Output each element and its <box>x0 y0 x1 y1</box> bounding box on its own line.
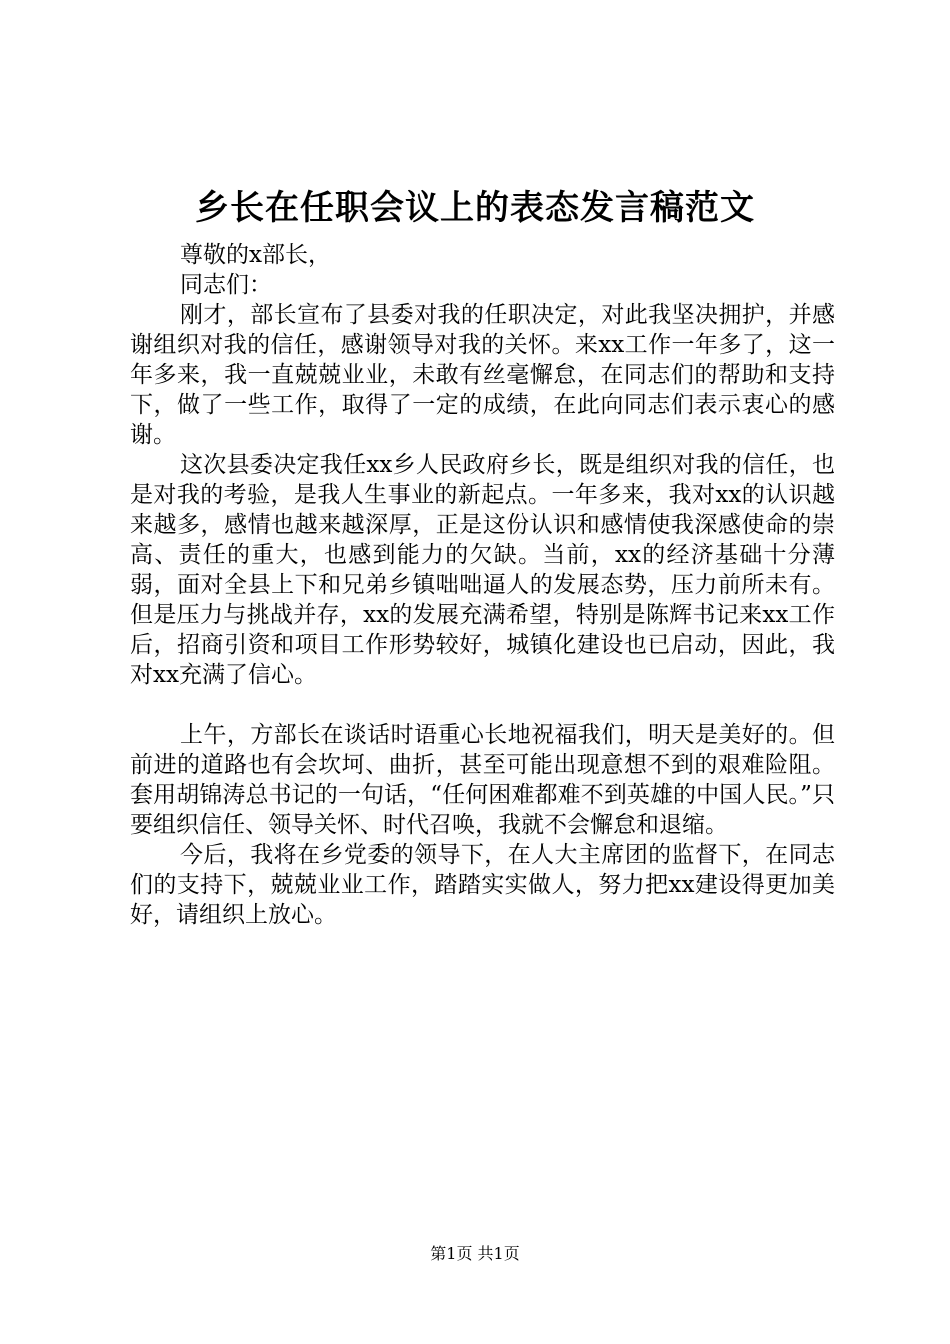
page-footer: 第1页 共1页 <box>430 1244 520 1263</box>
document-body <box>130 240 835 930</box>
salutation-line: 同志们： <box>180 272 272 298</box>
paragraph: 刚才，部长宣布了县委对我的任职决定，对此我坚决拥护，并感谢组织对我的信任，感谢领导对我的关怀。来xx工作一年多了，这一年多来，我一直兢兢业业，未敢有丝毫懈怠，在同志们的帮助和支持下，做了一些工作，取得了一定的成绩，在此向同志们表示衷心的感谢。 <box>130 302 835 448</box>
paragraph: 这次县委决定我任xx乡人民政府乡长，既是组织对我的信任，也是对我的考验，是我人生事业的新起点。一年多来，我对xx的认识越来越多，感情也越来越深厚，正是这份认识和感情使我深感使命的崇高、责任的重大，也感到能力的欠缺。当前，xx的经济基础十分薄弱，面对全县上下和兄弟乡镇咄咄逼人的发展态势，压力前所未有。但是压力与挑战并存，xx的发展充满希望，特别是陈辉书记来xx工作后，招商引资和项目工作形势较好，城镇化建设也已启动，因此，我对xx充满了信心。 <box>130 452 835 688</box>
salutation-line: 尊敬的x部长， <box>180 242 331 268</box>
paragraph: 今后，我将在乡党委的领导下，在人大主席团的监督下，在同志们的支持下，兢兢业业工作，踏踏实实做人，努力把xx建设得更加美好，请组织上放心。 <box>130 842 835 928</box>
paragraph: 上午，方部长在谈话时语重心长地祝福我们，明天是美好的。但前进的道路也有会坎坷、曲折，甚至可能出现意想不到的艰难险阻。套用胡锦涛总书记的一句话，“任何困难都难不到英雄的中国人民。”只要组织信任、领导关怀、时代召唤，我就不会懈怠和退缩。 <box>130 722 835 838</box>
page-title: 乡长在任职会议上的表态发言稿范文 <box>195 188 755 228</box>
